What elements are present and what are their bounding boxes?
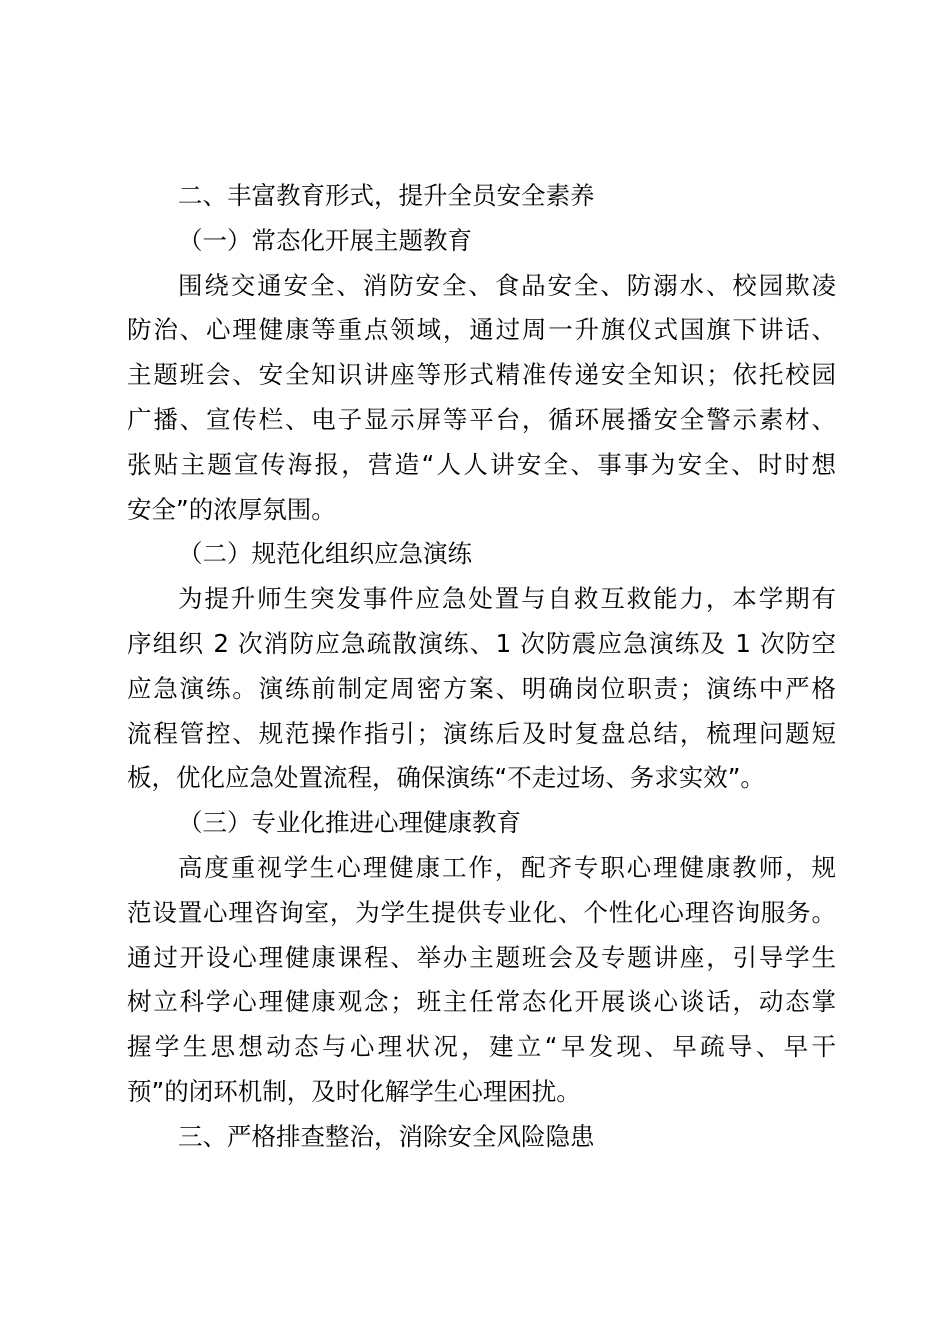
paragraph-line: 范设置心理咨询室，为学生提供专业化、个性化心理咨询服务。 bbox=[127, 897, 836, 927]
document-body bbox=[127, 174, 836, 1160]
section-heading: （二）规范化组织应急演练 bbox=[178, 539, 472, 569]
paragraph-line: 预”的闭环机制，及时化解学生心理困扰。 bbox=[127, 1076, 581, 1106]
paragraph-line: 序组织 2 次消防应急疏散演练、1 次防震应急演练及 1 次防空 bbox=[127, 628, 836, 658]
paragraph-line: 高度重视学生心理健康工作，配齐专职心理健康教师，规 bbox=[178, 852, 836, 882]
section-heading: （三）专业化推进心理健康教育 bbox=[178, 808, 521, 838]
paragraph-line: 流程管控、规范操作指引；演练后及时复盘总结，梳理问题短 bbox=[127, 718, 836, 748]
section-heading: 二、丰富教育形式，提升全员安全素养 bbox=[178, 181, 595, 210]
section-heading: （一）常态化开展主题教育 bbox=[178, 225, 472, 255]
paragraph-line: 应急演练。演练前制定周密方案、明确岗位职责；演练中严格 bbox=[127, 673, 836, 703]
paragraph-line: 防治、心理健康等重点领域，通过周一升旗仪式国旗下讲话、 bbox=[127, 315, 836, 345]
paragraph-line: 为提升师生突发事件应急处置与自救互救能力，本学期有 bbox=[178, 584, 836, 614]
paragraph-line: 安全”的浓厚氛围。 bbox=[127, 494, 336, 524]
paragraph-line: 通过开设心理健康课程、举办主题班会及专题讲座，引导学生 bbox=[127, 942, 836, 972]
document-page bbox=[127, 174, 836, 1160]
paragraph-line: 围绕交通安全、消防安全、食品安全、防溺水、校园欺凌 bbox=[178, 270, 836, 300]
paragraph-line: 握学生思想动态与心理状况，建立“早发现、早疏导、早干 bbox=[127, 1032, 836, 1062]
paragraph-line: 板，优化应急处置流程，确保演练“不走过场、务求实效”。 bbox=[127, 763, 765, 793]
paragraph-line: 树立科学心理健康观念；班主任常态化开展谈心谈话，动态掌 bbox=[127, 987, 836, 1017]
paragraph-line: 主题班会、安全知识讲座等形式精准传递安全知识；依托校园 bbox=[127, 360, 836, 390]
paragraph-line: 张贴主题宣传海报，营造“人人讲安全、事事为安全、时时想 bbox=[127, 449, 836, 479]
paragraph-line: 广播、宣传栏、电子显示屏等平台，循环展播安全警示素材、 bbox=[127, 404, 836, 434]
section-heading: 三、严格排查整治，消除安全风险隐患 bbox=[178, 1121, 595, 1151]
